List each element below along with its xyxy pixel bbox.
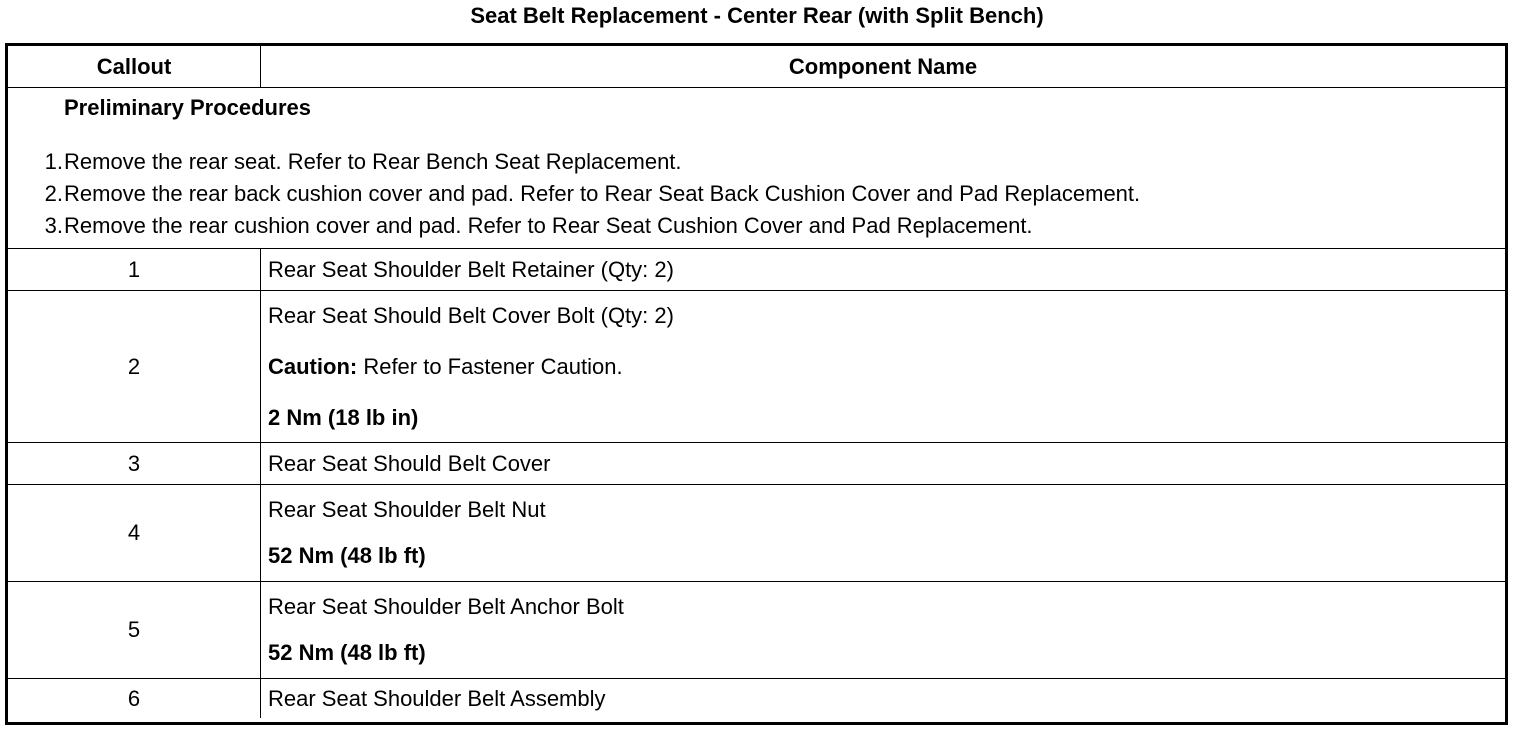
- document-title: Seat Belt Replacement - Center Rear (with Split Bench): [470, 3, 1044, 28]
- torque-spec: 2 Nm (18 lb in): [268, 404, 419, 430]
- component-table-frame: [5, 43, 1508, 725]
- step-number: 3.: [44, 213, 63, 238]
- torque-spec: 52 Nm (48 lb ft): [268, 640, 426, 665]
- caution-note: [268, 354, 1505, 380]
- caution-text: Refer to Fastener Caution.: [357, 353, 623, 379]
- table-row: [8, 249, 1505, 291]
- callout-column-header: Callout: [8, 46, 261, 88]
- component-name-cell: Rear Seat Should Belt Cover: [261, 443, 1506, 485]
- preliminary-procedures-row: [8, 88, 1505, 249]
- component-name-text: Rear Seat Shoulder Belt Anchor Bolt: [268, 594, 624, 619]
- component-name-cell: [261, 582, 1506, 679]
- step-text: Remove the rear seat. Refer to Rear Bench Seat Replacement.: [64, 149, 682, 174]
- step-number: 2.: [44, 181, 63, 206]
- component-name-cell: [261, 485, 1506, 582]
- callout-cell: 4: [8, 485, 261, 582]
- step-text: Remove the rear cushion cover and pad. Refer to Rear Seat Cushion Cover and Pad Replacement.: [64, 213, 1033, 238]
- step-number: 1.: [44, 149, 63, 174]
- table-row: [8, 291, 1505, 443]
- list-item: [8, 178, 1505, 210]
- component-name-text: Rear Seat Should Belt Cover Bolt (Qty: 2): [268, 302, 674, 328]
- callout-cell: 1: [8, 249, 261, 291]
- table-row: [8, 443, 1505, 485]
- list-item: [8, 146, 1505, 178]
- component-name-cell: Rear Seat Shoulder Belt Retainer (Qty: 2): [261, 249, 1506, 291]
- component-name-text: Rear Seat Shoulder Belt Nut: [268, 497, 546, 522]
- table-row: [8, 485, 1505, 582]
- torque-spec: 52 Nm (48 lb ft): [268, 543, 426, 568]
- callout-cell: 5: [8, 582, 261, 679]
- preliminary-procedures-cell: [8, 88, 1505, 249]
- table-row: [8, 582, 1505, 679]
- component-table: [8, 46, 1505, 718]
- list-item: [8, 210, 1505, 242]
- callout-cell: 6: [8, 679, 261, 719]
- caution-label: Caution:: [268, 353, 358, 379]
- component-name-cell: [261, 291, 1506, 443]
- component-name-column-header: Component Name: [261, 46, 1506, 88]
- table-row: [8, 679, 1505, 719]
- step-text: Remove the rear back cushion cover and pad. Refer to Rear Seat Back Cushion Cover and Pad Replacement.: [64, 181, 1141, 206]
- table-header-row: [8, 46, 1505, 88]
- component-name-cell: Rear Seat Shoulder Belt Assembly: [261, 679, 1506, 719]
- preliminary-steps-list: [8, 146, 1505, 242]
- callout-cell: 2: [8, 291, 261, 443]
- callout-cell: 3: [8, 443, 261, 485]
- preliminary-procedures-heading: Preliminary Procedures: [64, 95, 312, 120]
